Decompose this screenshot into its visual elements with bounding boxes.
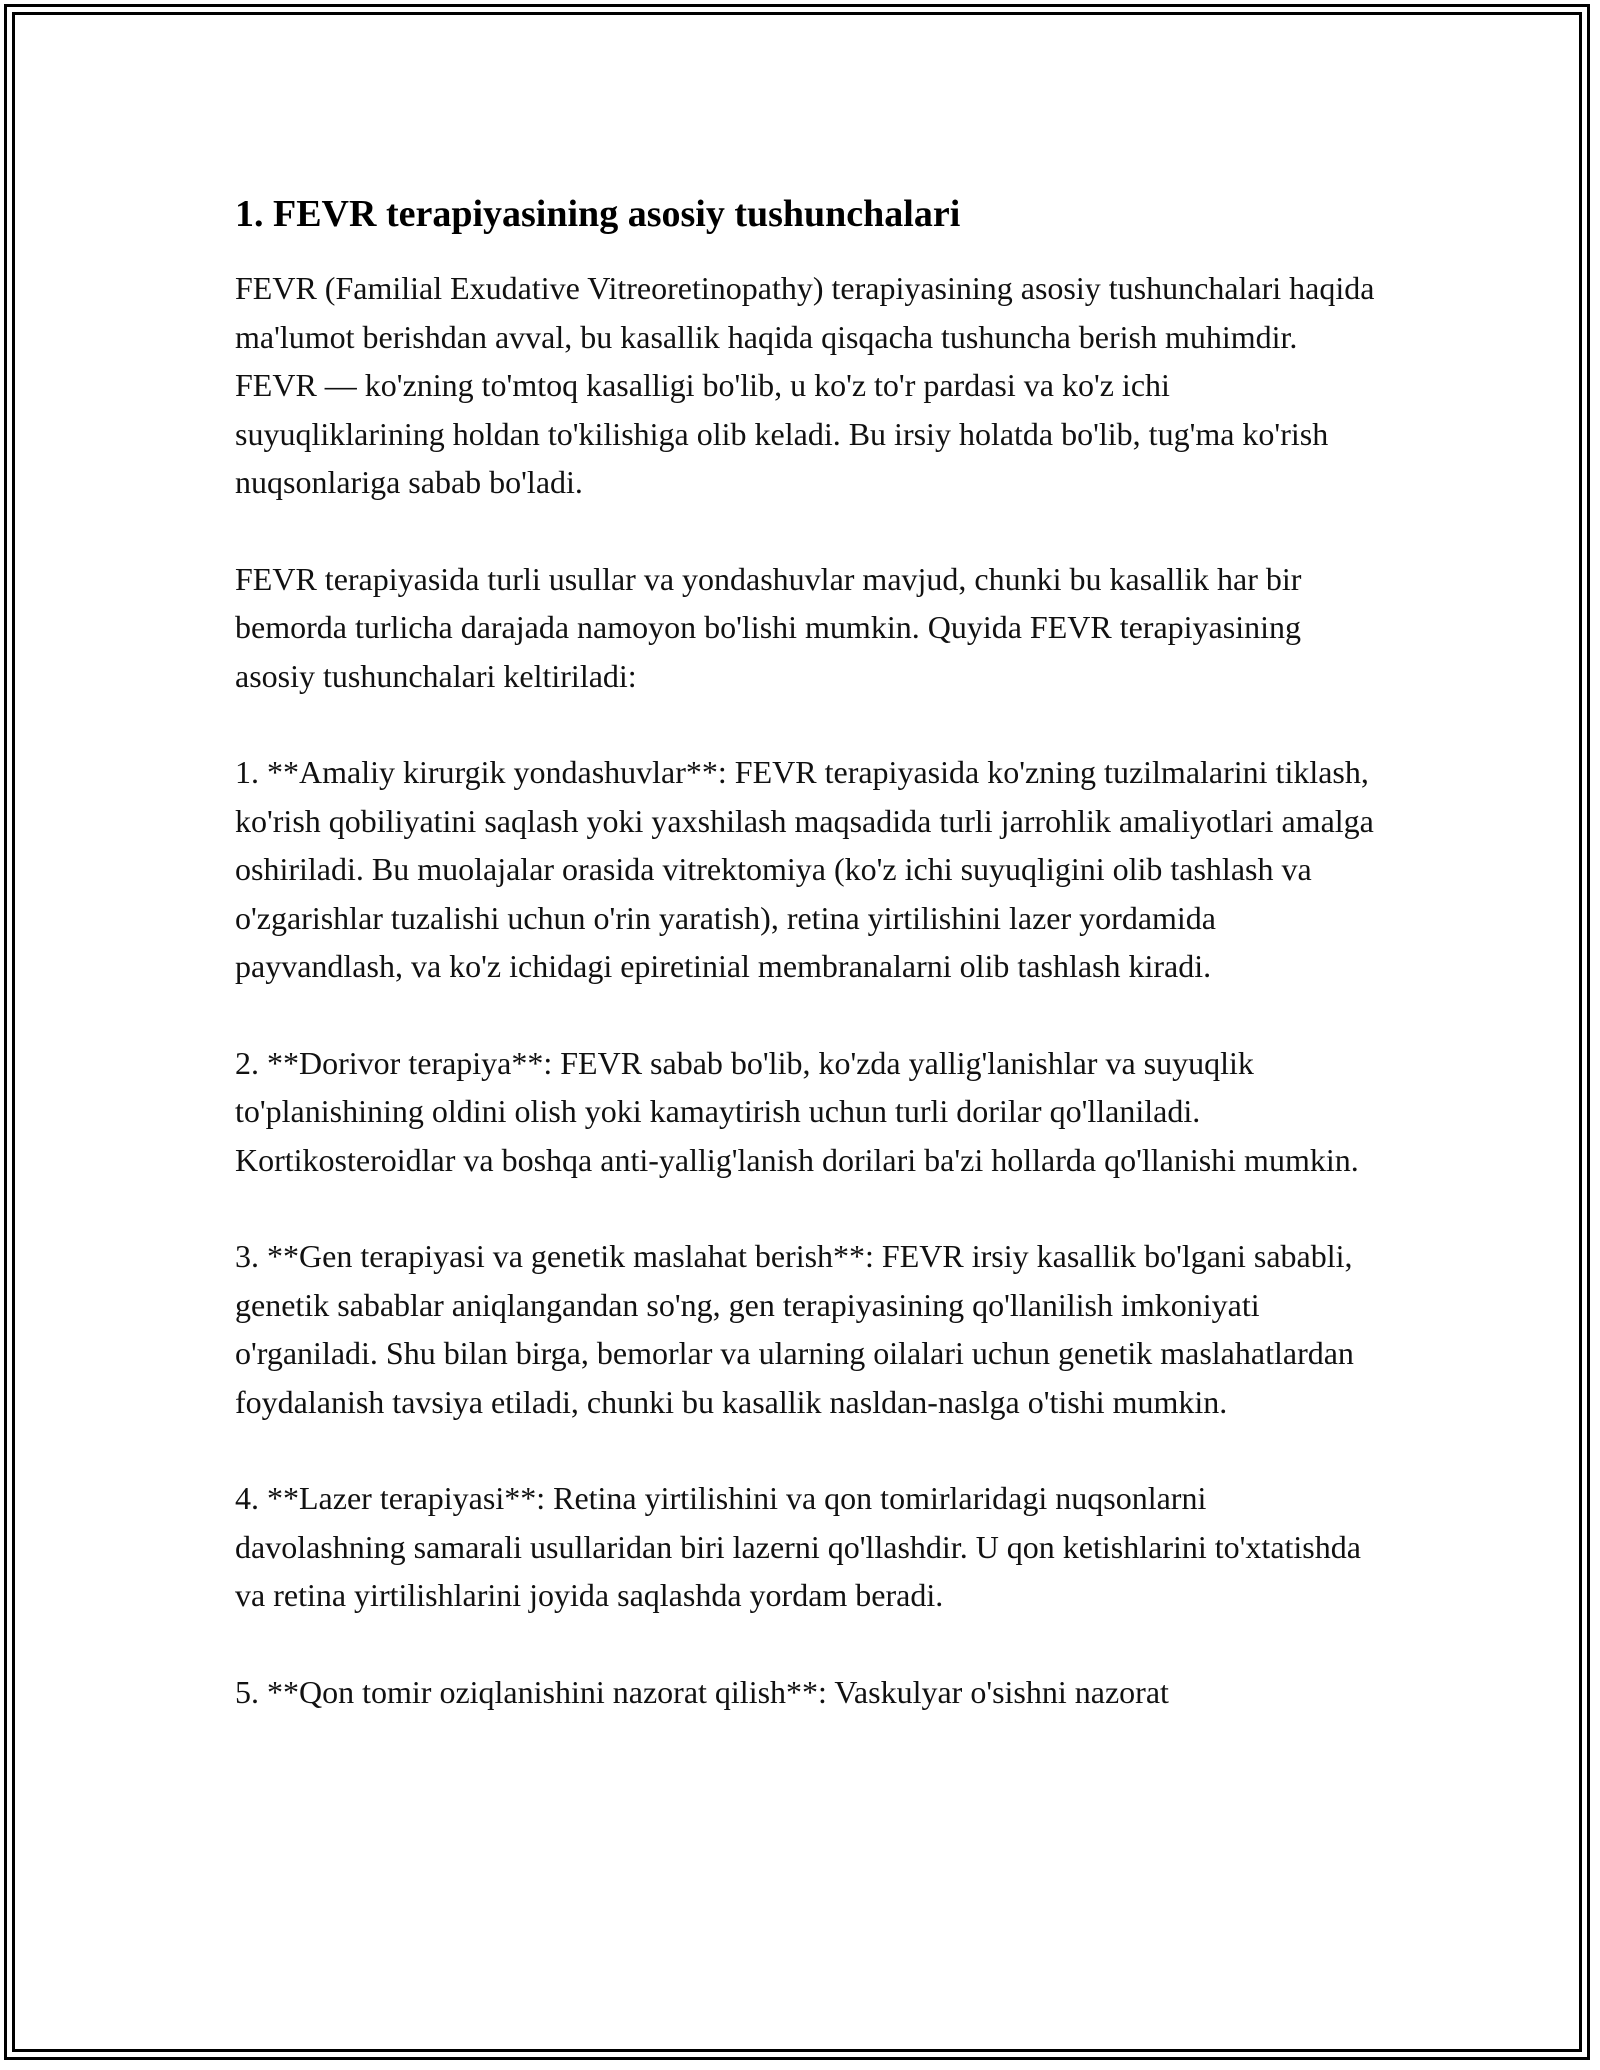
document-body xyxy=(235,186,1380,1764)
list-item-gene-therapy: 3. **Gen terapiyasi va genetik maslahat berish**: FEVR irsiy kasallik bo'lgani sababli, genetik sabablar aniqlangandan so'ng, gen terapiyasining qo'llanilish imkoniyati o'rganiladi. Shu bilan birga, bemorlar va ularning oilalari uchun genetik maslahatlardan foydalanish tavsiya etiladi, chunki bu kasallik nasldan-naslga o'tishi mumkin. xyxy=(235,1238,1354,1420)
list-item-surgical: 1. **Amaliy kirurgik yondashuvlar**: FEVR terapiyasida ko'zning tuzilmalarini tiklash, ko'rish qobiliyatini saqlash yoki yaxshilash maqsadida turli jarrohlik amaliyotlari amalga oshiriladi. Bu muolajalar orasida vitrektomiya (ko'z ichi suyuqligini olib tashlash va o'zgarishlar tuzalishi uchun o'rin yaratish), retina yirtilishini lazer yordamida payvandlash, va ko'z ichidagi epiretinial membranalarni olib tashlash kiradi. xyxy=(235,754,1374,984)
paragraph-intro: FEVR (Familial Exudative Vitreoretinopathy) terapiyasining asosiy tushunchalari haqida ma'lumot berishdan avval, bu kasallik haqida qisqacha tushuncha berish muhimdir. FEVR — ko'zning to'mtoq kasalligi bo'lib, u ko'z to'r pardasi va ko'z ichi suyuqliklarining holdan to'kilishiga olib keladi. Bu irsiy holatda bo'lib, tug'ma ko'rish nuqsonlariga sabab bo'ladi. xyxy=(235,270,1375,500)
section-heading: 1. FEVR terapiyasining asosiy tushunchalari xyxy=(235,193,961,235)
paragraph-overview: FEVR terapiyasida turli usullar va yondashuvlar mavjud, chunki bu kasallik har bir bemorda turlicha darajada namoyon bo'lishi mumkin. Quyida FEVR terapiyasining asosiy tushunchalari keltiriladi: xyxy=(235,560,1302,694)
list-item-vascular-control: 5. **Qon tomir oziqlanishini nazorat qilish**: Vaskulyar o'sishni nazorat xyxy=(235,1673,1169,1710)
list-item-drug-therapy: 2. **Dorivor terapiya**: FEVR sabab bo'lib, ko'zda yallig'lanishlar va suyuqlik to'planishining oldini olish yoki kamaytirish uchun turli dorilar qo'llaniladi. Kortikosteroidlar va boshqa anti-yallig'lanish dorilari ba'zi hollarda qo'llanishi mumkin. xyxy=(235,1044,1359,1178)
list-item-laser-therapy: 4. **Lazer terapiyasi**: Retina yirtilishini va qon tomirlaridagi nuqsonlarni davolashning samarali usullaridan biri lazerni qo'llashdir. U qon ketishlarini to'xtatishda va retina yirtilishlarini joyida saqlashda yordam beradi. xyxy=(235,1480,1361,1613)
